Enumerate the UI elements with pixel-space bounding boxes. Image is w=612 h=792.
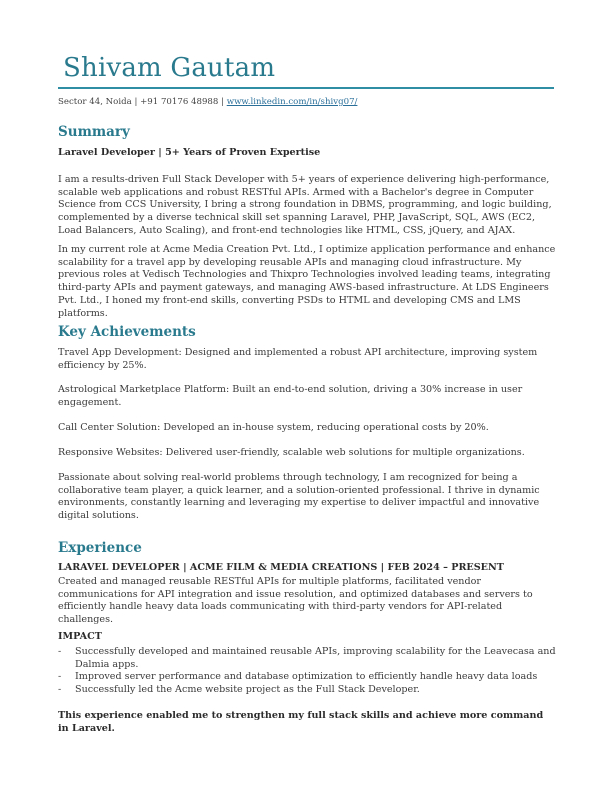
achievements-closing-paragraph: Passionate about solving real-world problems through technology, I am recognized for being a collaborative team player, a quick learner, and a solution-oriented professional. I thrive in dynamic environments, constantly learning and leveraging my expertise to deliver impactful and innovative digital solutions. (58, 472, 540, 522)
achievement-item: Responsive Websites: Delivered user-friendly, scalable web solutions for multiple organizations. (58, 447, 525, 458)
impact-item: - Improved server performance and database optimization to efficiently handle heavy data loads (58, 671, 538, 683)
summary-paragraph-2: In my current role at Acme Media Creation Pvt. Ltd., I optimize application performance and enhance scalability for a travel app by developing reusable APIs and managing cloud infrastructure. My previous roles at Vedisch Technologies and Thixpro Technologies involved leading teams, integrating third-party APIs and payment gateways, and managing AWS-based infrastructure. At LDS Engineers Pvt. Ltd., I honed my front-end skills, converting PSDs to HTML and developing CMS and LMS platforms. (58, 244, 556, 319)
achievement-item: Astrological Marketplace Platform: Built an end-to-end solution, driving a 30% increase in user engagement. (58, 384, 523, 408)
header-divider (58, 87, 554, 89)
contact-line (58, 97, 357, 107)
impact-item: - Successfully developed and maintained reusable APIs, improving scalability for the Leavecasa and Dalmia apps. (58, 646, 556, 670)
impact-bullet: - (58, 646, 62, 657)
summary-heading: Summary (58, 124, 130, 140)
experience-heading: Experience (58, 540, 142, 556)
summary-paragraph-1: I am a results-driven Full Stack Developer with 5+ years of experience delivering high-performance, scalable web applications and robust RESTful APIs. Armed with a Bachelor's degree in Computer Science from CCS University, I bring a strong foundation in DBMS, programming, and logic building, complemented by a diverse technical skill set spanning Laravel, PHP, JavaScript, SQL, AWS (EC2, Load Balancers, Auto Scaling), and front-end technologies like HTML, CSS, jQuery, and AJAX. (58, 174, 552, 236)
impact-bullet: - (58, 671, 62, 683)
job-description: Created and managed reusable RESTful APIs for multiple platforms, facilitated vendor communications for API integration and issue resolution, and optimized databases and servers to efficiently handle heavy data loads communicating with third-party vendors for API-related challenges. (58, 576, 533, 626)
contact-details: Sector 44, Noida | +91 70176 48988 | (58, 97, 227, 107)
achievements-heading: Key Achievements (58, 324, 196, 340)
achievement-item: Call Center Solution: Developed an in-house system, reducing operational costs by 20%. (58, 422, 489, 433)
impact-bullet: - (58, 684, 62, 696)
job-title: LARAVEL DEVELOPER | ACME FILM & MEDIA CREATIONS | FEB 2024 – PRESENT (58, 562, 504, 573)
impact-label: IMPACT (58, 631, 102, 642)
experience-closing-statement: This experience enabled me to strengthen my full stack skills and achieve more command in Laravel. (58, 710, 544, 734)
candidate-name: Shivam Gautam (63, 53, 276, 83)
summary-subheading: Laravel Developer | 5+ Years of Proven Expertise (58, 147, 321, 158)
impact-item: - Successfully led the Acme website project as the Full Stack Developer. (58, 684, 420, 696)
linkedin-link[interactable]: www.linkedin.com/in/shivg07/ (226, 97, 358, 107)
impact-list (58, 646, 556, 697)
achievement-item: Travel App Development: Designed and implemented a robust API architecture, improving system efficiency by 25%. (58, 347, 538, 371)
